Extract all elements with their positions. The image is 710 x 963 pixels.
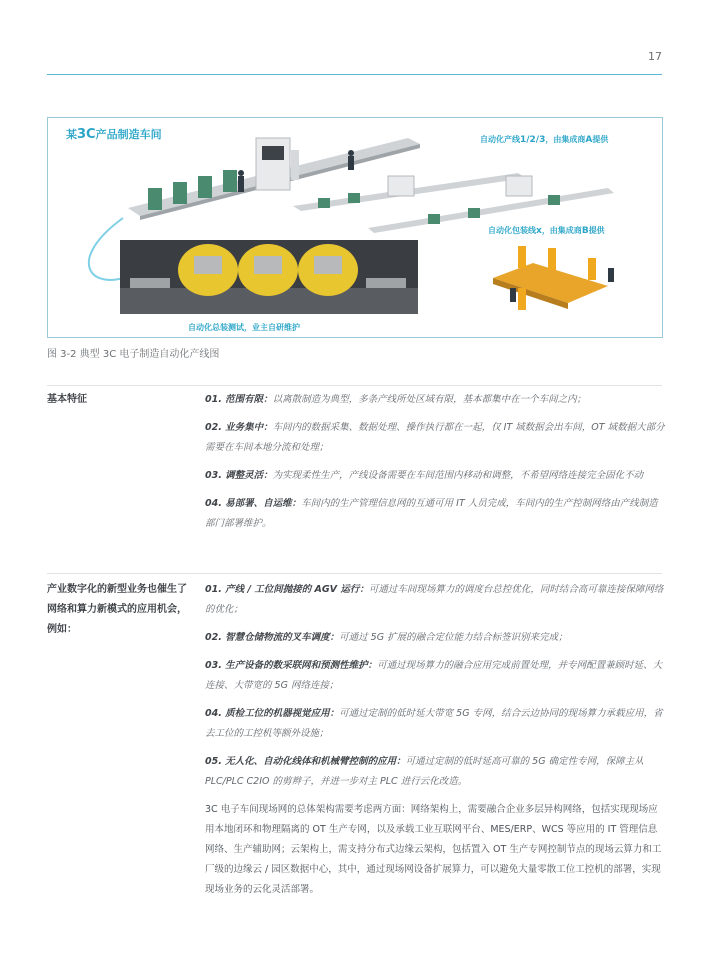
use-case-item: 02. 智慧仓储物流的叉车调度：可通过 5G 扩展的融合定位能力结合标签识别来完成； [205, 632, 568, 643]
section-body-basic [205, 390, 665, 534]
use-case-item: 05. 无人化、自动化线体和机械臂控制的应用：可通过定制的低时延高可靠的 5G 确定性专网，保障主从 PLC/PLC C2IO 的剪辫子，并进一步对主 PLC 进行云化改造。 [205, 756, 644, 787]
label-packaging: 自动化包装线x，由集成商B提供 [488, 226, 605, 236]
use-case-item: 03. 生产设备的数采联网和预测性维护：可通过现场算力的融合应用完成前置处理，并专网配置兼顾时延、大连接、大带宽的 5G 网络连接； [205, 660, 663, 691]
test-machine [256, 138, 290, 190]
factory-figure [47, 117, 663, 338]
feature-item: 01. 范围有限：以离散制造为典型，多条产线所处区域有限，基本都集中在一个车间之内； [205, 394, 587, 405]
section-heading-new-business: 产业数字化的新型业务也催生了网络和算力新模式的应用机会，例如： [47, 584, 187, 635]
section-body-new-business [205, 580, 665, 900]
figure-caption: 图 3-2 典型 3C 电子制造自动化产线图 [47, 349, 220, 360]
header-rule [47, 74, 662, 75]
page-number: 17 [648, 50, 662, 63]
section-divider [47, 573, 662, 574]
use-case-item: 04. 质检工位的机器视觉应用：可通过定制的低时延大带宽 5G 专网，结合云边协同的现场算力承载应用，省去工位的工控机等额外设施； [205, 708, 663, 739]
section-heading-basic: 基本特征 [47, 394, 87, 405]
figure-title: 某3C产品制造车间 [66, 127, 162, 142]
label-lines: 自动化产线1/2/3，由集成商A提供 [480, 135, 609, 145]
architecture-paragraph: 3C 电子车间现场网的总体架构需要考虑两方面：网络架构上，需要融合企业多层异构网络，包括实现现场应用本地闭环和物理隔离的 OT 生产专网，以及承载工业互联网平台、MES/ERP、WCS 等应用的 IT 管理信息网络、生产辅助网；云架构上，需支持分布式边缘云架构，包括置入 OT 生产专网控制节点的现场云算力和工厂级的边缘云 / 园区数据中心，其中，通过现场网设备扩展算力，可以避免大量零散工位工控机的部署，实现现场业务的云化灵活部署。 [205, 804, 662, 895]
packaging-robots [493, 246, 614, 310]
section-divider [47, 385, 662, 386]
feature-item: 04. 易部署、自运维：车间内的生产管理信息网的互通可用 IT 人员完成，车间内的生产控制网络由产线制造部门部署维护。 [205, 498, 658, 529]
label-assembly: 自动化总装测试，业主自研维护 [188, 323, 300, 332]
feature-item: 02. 业务集中：车间内的数据采集、数据处理、操作执行都在一起，仅 IT 域数据会出车间，OT 域数据大部分需要在车间本地分流和处理； [205, 422, 665, 453]
use-case-item: 01. 产线 / 工位间抛接的 AGV 运行：可通过车间现场算力的调度台总控优化，同时结合高可靠连接保障网络的优化； [205, 584, 664, 615]
connector-curve [89, 218, 123, 280]
assembly-cells [178, 244, 358, 296]
feature-item: 03. 调整灵活：为实现柔性生产，产线设备需要在车间范围内移动和调整，不希望网络连接完全固化不动 [205, 470, 644, 481]
